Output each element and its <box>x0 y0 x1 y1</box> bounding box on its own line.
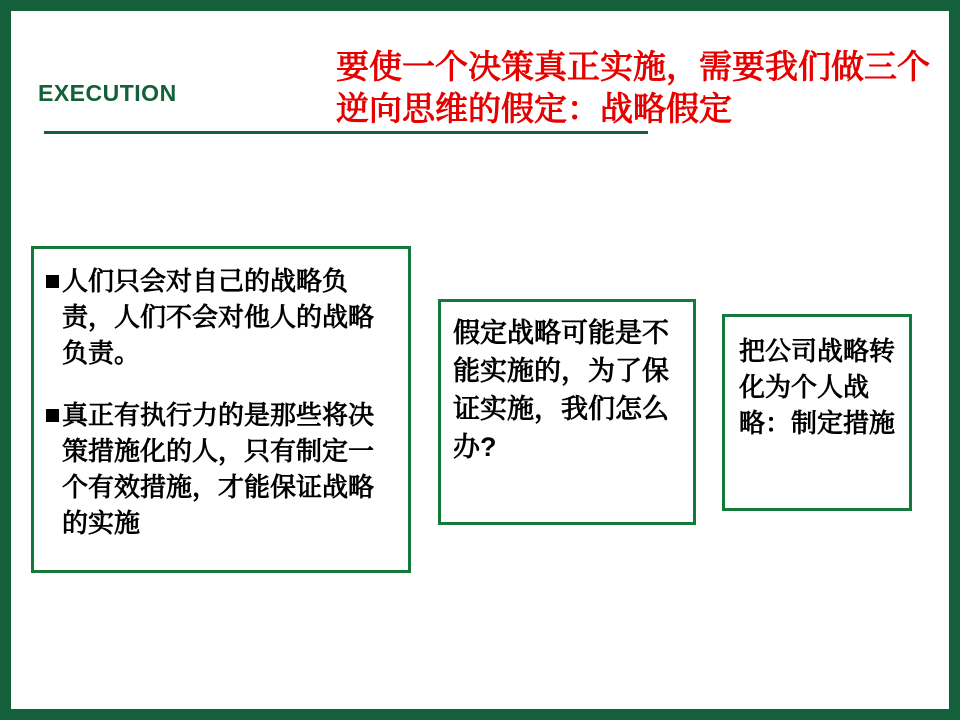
list-item <box>46 397 398 541</box>
box-assumption-text: 假定战略可能是不能实施的，为了保证实施，我们怎么办? <box>453 318 669 462</box>
slide-frame-top-bar <box>0 0 960 11</box>
slide-frame-left-bar <box>0 0 11 720</box>
square-bullet-icon <box>46 275 59 288</box>
box-responsibility <box>31 246 411 573</box>
list-item <box>46 263 398 371</box>
box-conversion-text: 把公司战略转化为个人战略：制定措施 <box>739 336 896 438</box>
page-title: 要使一个决策真正实施，需要我们做三个逆向思维的假定：战略假定 <box>336 48 930 127</box>
slide-frame-right-bar <box>949 0 960 720</box>
square-bullet-icon <box>46 409 59 422</box>
section-label: EXECUTION <box>38 80 177 106</box>
list-item-label: 真正有执行力的是那些将决策措施化的人，只有制定一个有效措施，才能保证战略的实施 <box>62 400 375 538</box>
slide-frame-bottom-bar <box>0 709 960 720</box>
title-underline-rule <box>44 131 648 134</box>
box-conversion <box>722 314 912 511</box>
list-item-label: 人们只会对自己的战略负责，人们不会对他人的战略负责。 <box>62 266 375 368</box>
box-assumption <box>438 299 696 525</box>
